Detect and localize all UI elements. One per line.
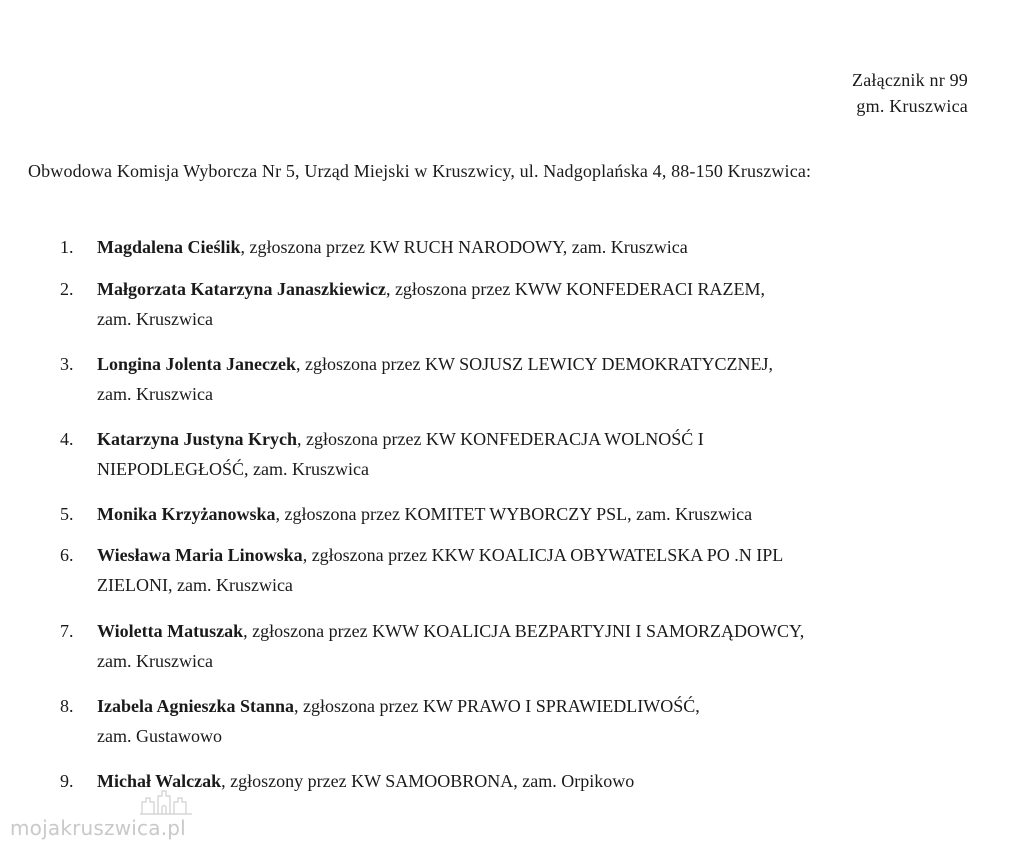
commission-title: Obwodowa Komisja Wyborcza Nr 5, Urząd Miejski w Kruszwicy, ul. Nadgoplańska 4, 88-150 Kruszwica: — [28, 161, 812, 181]
item-number: 2. — [60, 279, 74, 299]
member-details: , zgłoszona przez KWW KOALICJA BEZPARTYJNI I SAMORZĄDOWCY, — [243, 621, 805, 641]
annex-number: Załącznik nr 99 — [852, 70, 968, 90]
item-number: 7. — [60, 621, 74, 641]
annex-municipality: gm. Kruszwica — [856, 96, 968, 116]
member-details-continued: zam. Kruszwica — [97, 384, 213, 404]
member-details-continued: zam. Kruszwica — [97, 309, 213, 329]
member-details-continued: ZIELONI, zam. Kruszwica — [97, 575, 293, 595]
item-number: 4. — [60, 429, 74, 449]
member-name: Magdalena Cieślik — [97, 237, 241, 257]
member-details: , zgłoszona przez KOMITET WYBORCZY PSL, zam. Kruszwica — [275, 504, 753, 524]
item-number: 9. — [60, 771, 74, 791]
watermark-text: mojakruszwica.pl — [10, 816, 186, 840]
annex-header — [852, 67, 968, 119]
member-details-continued: NIEPODLEGŁOŚĆ, zam. Kruszwica — [97, 459, 369, 479]
member-details: , zgłoszona przez KW KONFEDERACJA WOLNOŚĆ I — [297, 429, 704, 449]
item-number: 3. — [60, 354, 74, 374]
member-details: , zgłoszona przez KW SOJUSZ LEWICY DEMOKRATYCZNEJ, — [296, 354, 773, 374]
member-name: Michał Walczak — [97, 771, 222, 791]
member-details: , zgłoszona przez KW PRAWO I SPRAWIEDLIWOŚĆ, — [294, 696, 700, 716]
site-watermark — [10, 788, 210, 848]
member-name: Wiesława Maria Linowska — [97, 545, 303, 565]
member-details-continued: zam. Gustawowo — [97, 726, 222, 746]
member-name: Wioletta Matuszak — [97, 621, 244, 641]
item-number: 6. — [60, 545, 74, 565]
item-number: 1. — [60, 237, 74, 257]
member-name: Longina Jolenta Janeczek — [97, 354, 297, 374]
item-number: 5. — [60, 504, 74, 524]
member-name: Monika Krzyżanowska — [97, 504, 276, 524]
member-details: , zgłoszona przez KWW KONFEDERACI RAZEM, — [385, 279, 766, 299]
member-details: , zgłoszona przez KW RUCH NARODOWY, zam. Kruszwica — [240, 237, 688, 257]
member-name: Małgorzata Katarzyna Janaszkiewicz — [97, 279, 386, 299]
member-name: Katarzyna Justyna Krych — [97, 429, 297, 449]
item-number: 8. — [60, 696, 74, 716]
member-details-continued: zam. Kruszwica — [97, 651, 213, 671]
member-name: Izabela Agnieszka Stanna — [97, 696, 295, 716]
member-details: , zgłoszona przez KKW KOALICJA OBYWATELSKA PO .N IPL — [302, 545, 784, 565]
member-details: , zgłoszony przez KW SAMOOBRONA, zam. Orpikowo — [221, 771, 635, 791]
castle-logo-icon — [138, 788, 194, 816]
